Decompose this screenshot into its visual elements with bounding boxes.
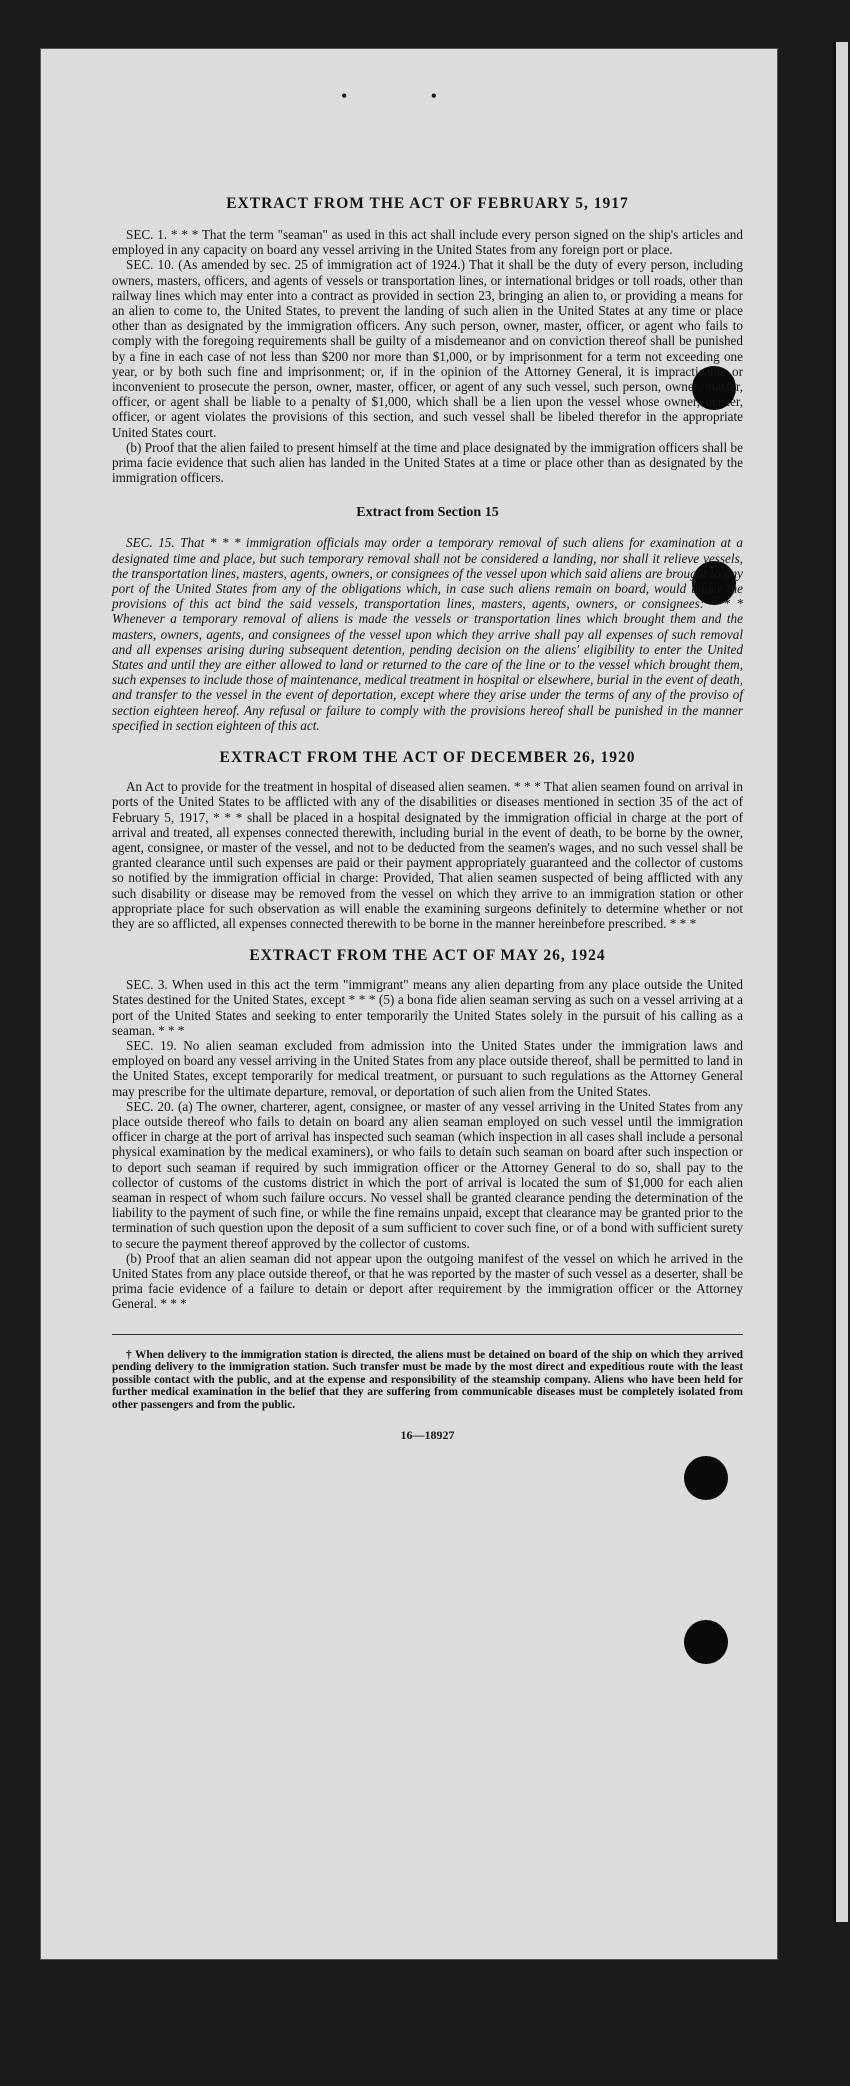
paragraph: SEC. 10. (As amended by sec. 25 of immigration act of 1924.) That it shall be the duty of every person, including owners, masters, officers, and agents of vessels or transportation lines, or international bridges or toll roads, other than railway lines which may enter into a contract as provided in section 23, bringing an alien to, or providing a means for an alien to come to, the United States, to prevent the landing of such alien in the United States at any time or place other than as designated by the immigration officers. Any such person, owner, master, officer, or agent who fails to comply with the foregoing requirements shall be guilty of a misdemeanor and on conviction thereof shall be punished by a fine in each case of not less than $200 nor more than $1,000, or by imprisonment for a term not exceeding one year, or by both such fine and imprisonment; or, if in the opinion of the Attorney General, it is impracticable or inconvenient to prosecute the person, owner, master, officer, or agent of any such vessel, such person, owner, master, officer, or agent shall be liable to a penalty of $1,000, which shall be a lien upon the vessel whose owner, master, officer, or agent violates the provisions of this section, and such vessel shall be libeled therefor in the appropriate United States court. [112, 257, 743, 440]
punch-hole-3 [684, 1456, 728, 1500]
section-act-dec-1920 [112, 749, 743, 931]
section-act-may-1924 [112, 947, 743, 1311]
section-act-feb-1917 [112, 195, 743, 485]
paragraph: (b) Proof that an alien seaman did not appear upon the outgoing manifest of the vessel on which he arrived in the United States from any place outside thereof, or that he was reported by the master of such vessel as a deserter, shall be prima facie evidence of a failure to detain or deport after requirement by the immigration officer or the Attorney General. * * * [112, 1250, 743, 1312]
section-heading: EXTRACT FROM THE ACT OF DECEMBER 26, 1920 [219, 749, 636, 767]
form-number: 16—18927 [400, 1427, 455, 1442]
document-page [40, 48, 778, 1960]
section-heading: EXTRACT FROM THE ACT OF FEBRUARY 5, 1917 [226, 195, 629, 212]
section-extract-section-15 [112, 505, 743, 733]
punch-hole-4 [684, 1620, 728, 1664]
top-marks: • • [341, 88, 477, 105]
paragraph: SEC. 1. * * * That the term "seaman" as used in this act shall include every person signed on the ship's articles and employed in any capacity on board any vessel arriving in the United States from any foreign port or place. [112, 227, 743, 258]
adjacent-page-edge [833, 42, 848, 1922]
paragraph: (b) Proof that the alien failed to present himself at the time and place designated by the immigration officers shall be prima facie evidence that such alien has landed in the United States at a time or place other than as designated by the immigration officers. [112, 439, 743, 486]
footnote-text: † When delivery to the immigration station is directed, the aliens must be detained on board of the ship on which they arrived pending delivery to the immigration station. Such transfer must be made by the most direct and expeditious route with the least possible contact with the public, and at the expense and responsibility of the steamship company. Aliens who have been held for further medical examination in the belief that they are suffering from communicable diseases must be completely isolated from other passengers and from the public. [112, 1348, 743, 1411]
paragraph: SEC. 19. No alien seaman excluded from admission into the United States under the immigration laws and employed on board any vessel arriving in the United States from any place outside thereof, shall be permitted to land in the United States, except temporarily for medical treatment, or pursuant to such regulations as the Attorney General may prescribe for the ultimate departure, removal, or deportation of such alien from the United States. [112, 1037, 743, 1099]
paragraph: SEC. 3. When used in this act the term "immigrant" means any alien departing from any place outside the United States destined for the United States, except * * * (5) a bona fide alien seaman serving as such on a vessel arriving at a port of the United States and seeking to enter temporarily the United States solely in the pursuit of his calling as a seaman. * * * [112, 977, 743, 1038]
paragraph: SEC. 20. (a) The owner, charterer, agent, consignee, or master of any vessel arriving in the United States from any place outside thereof who fails to detain on board any alien seaman employed on such vessel until the immigration officer in charge at the port of arrival has inspected such seaman (which inspection in all cases shall include a personal physical examination by the medical examiners), or who fails to detain such seaman on board after such inspection or to deport such seaman if required by such immigration officer or the Attorney General to do so, shall pay to the collector of customs of the customs district in which the port of arrival is located the sum of $1,000 for each alien seaman in respect of whom such failure occurs. No vessel shall be granted clearance pending the determination of the liability to the payment of such fine, or while the fine remains unpaid, except that clearance may be granted prior to the termination of such question upon the deposit of a sum sufficient to cover such fine, or of a bond with sufficient surety to secure the payment thereof approved by the collector of customs. [112, 1098, 743, 1251]
document-body [112, 195, 743, 1443]
paragraph: SEC. 15. That * * * immigration officials may order a temporary removal of such aliens for examination at a designated time and place, but such temporary removal shall not be considered a landing, nor shall it relieve vessels, the transportation lines, masters, agents, owners, or consignees of the vessel upon which said aliens are brought to any port of the United States from any of the obligations which, in case such aliens remain on board, would under the provisions of this act bind the said vessels, transportation lines, masters, agents, owners, or consignees: * * * Whenever a temporary removal of aliens is made the vessels or transportation lines which brought them and the masters, owners, agents, and consignees of the vessel upon which they arrive shall pay all expenses of such removal and all expenses arising during subsequent detention, pending decision on the aliens' eligibility to enter the United States and until they are either allowed to land or returned to the care of the line or to the vessel which brought them, such expenses to include those of maintenance, medical treatment in hospital or elsewhere, burial in the event of death, and transfer to the vessel in the event of deportation, except where they arise under the terms of any of the proviso of section eighteen hereof. Any refusal or failure to comply with the provisions hereof shall be punished in the manner specified in section eighteen of this act. [112, 535, 743, 733]
footnote-divider [112, 1334, 743, 1335]
section-heading: Extract from Section 15 [356, 505, 499, 521]
footnote [112, 1349, 743, 1412]
paragraph: An Act to provide for the treatment in hospital of diseased alien seamen. * * * That alien seamen found on arrival in ports of the United States to be afflicted with any of the disabilities or diseases mentioned in section 35 of the act of February 5, 1917, * * * shall be placed in a hospital designated by the immigration official in charge at the port of arrival and treated, all expenses connected therewith, including burial in the event of death, to be borne by the owner, agent, consignee, or master of the vessel, and not to be deducted from the seamen's wages, and no such vessel shall be granted clearance until such expenses are paid or their payment appropriately guaranteed and the collector of customs so notified by the immigration official in charge: Provided, That alien seamen suspected of being afflicted with any such disability or disease may be removed from the vessel on which they arrive to an immigration station or other appropriate place for such observation as will enable the examining surgeons definitely to determine whether or not they are so afflicted, all expenses connected therewith to be borne in the manner hereinbefore prescribed. * * * [112, 779, 743, 931]
section-heading: EXTRACT FROM THE ACT OF MAY 26, 1924 [249, 947, 606, 965]
